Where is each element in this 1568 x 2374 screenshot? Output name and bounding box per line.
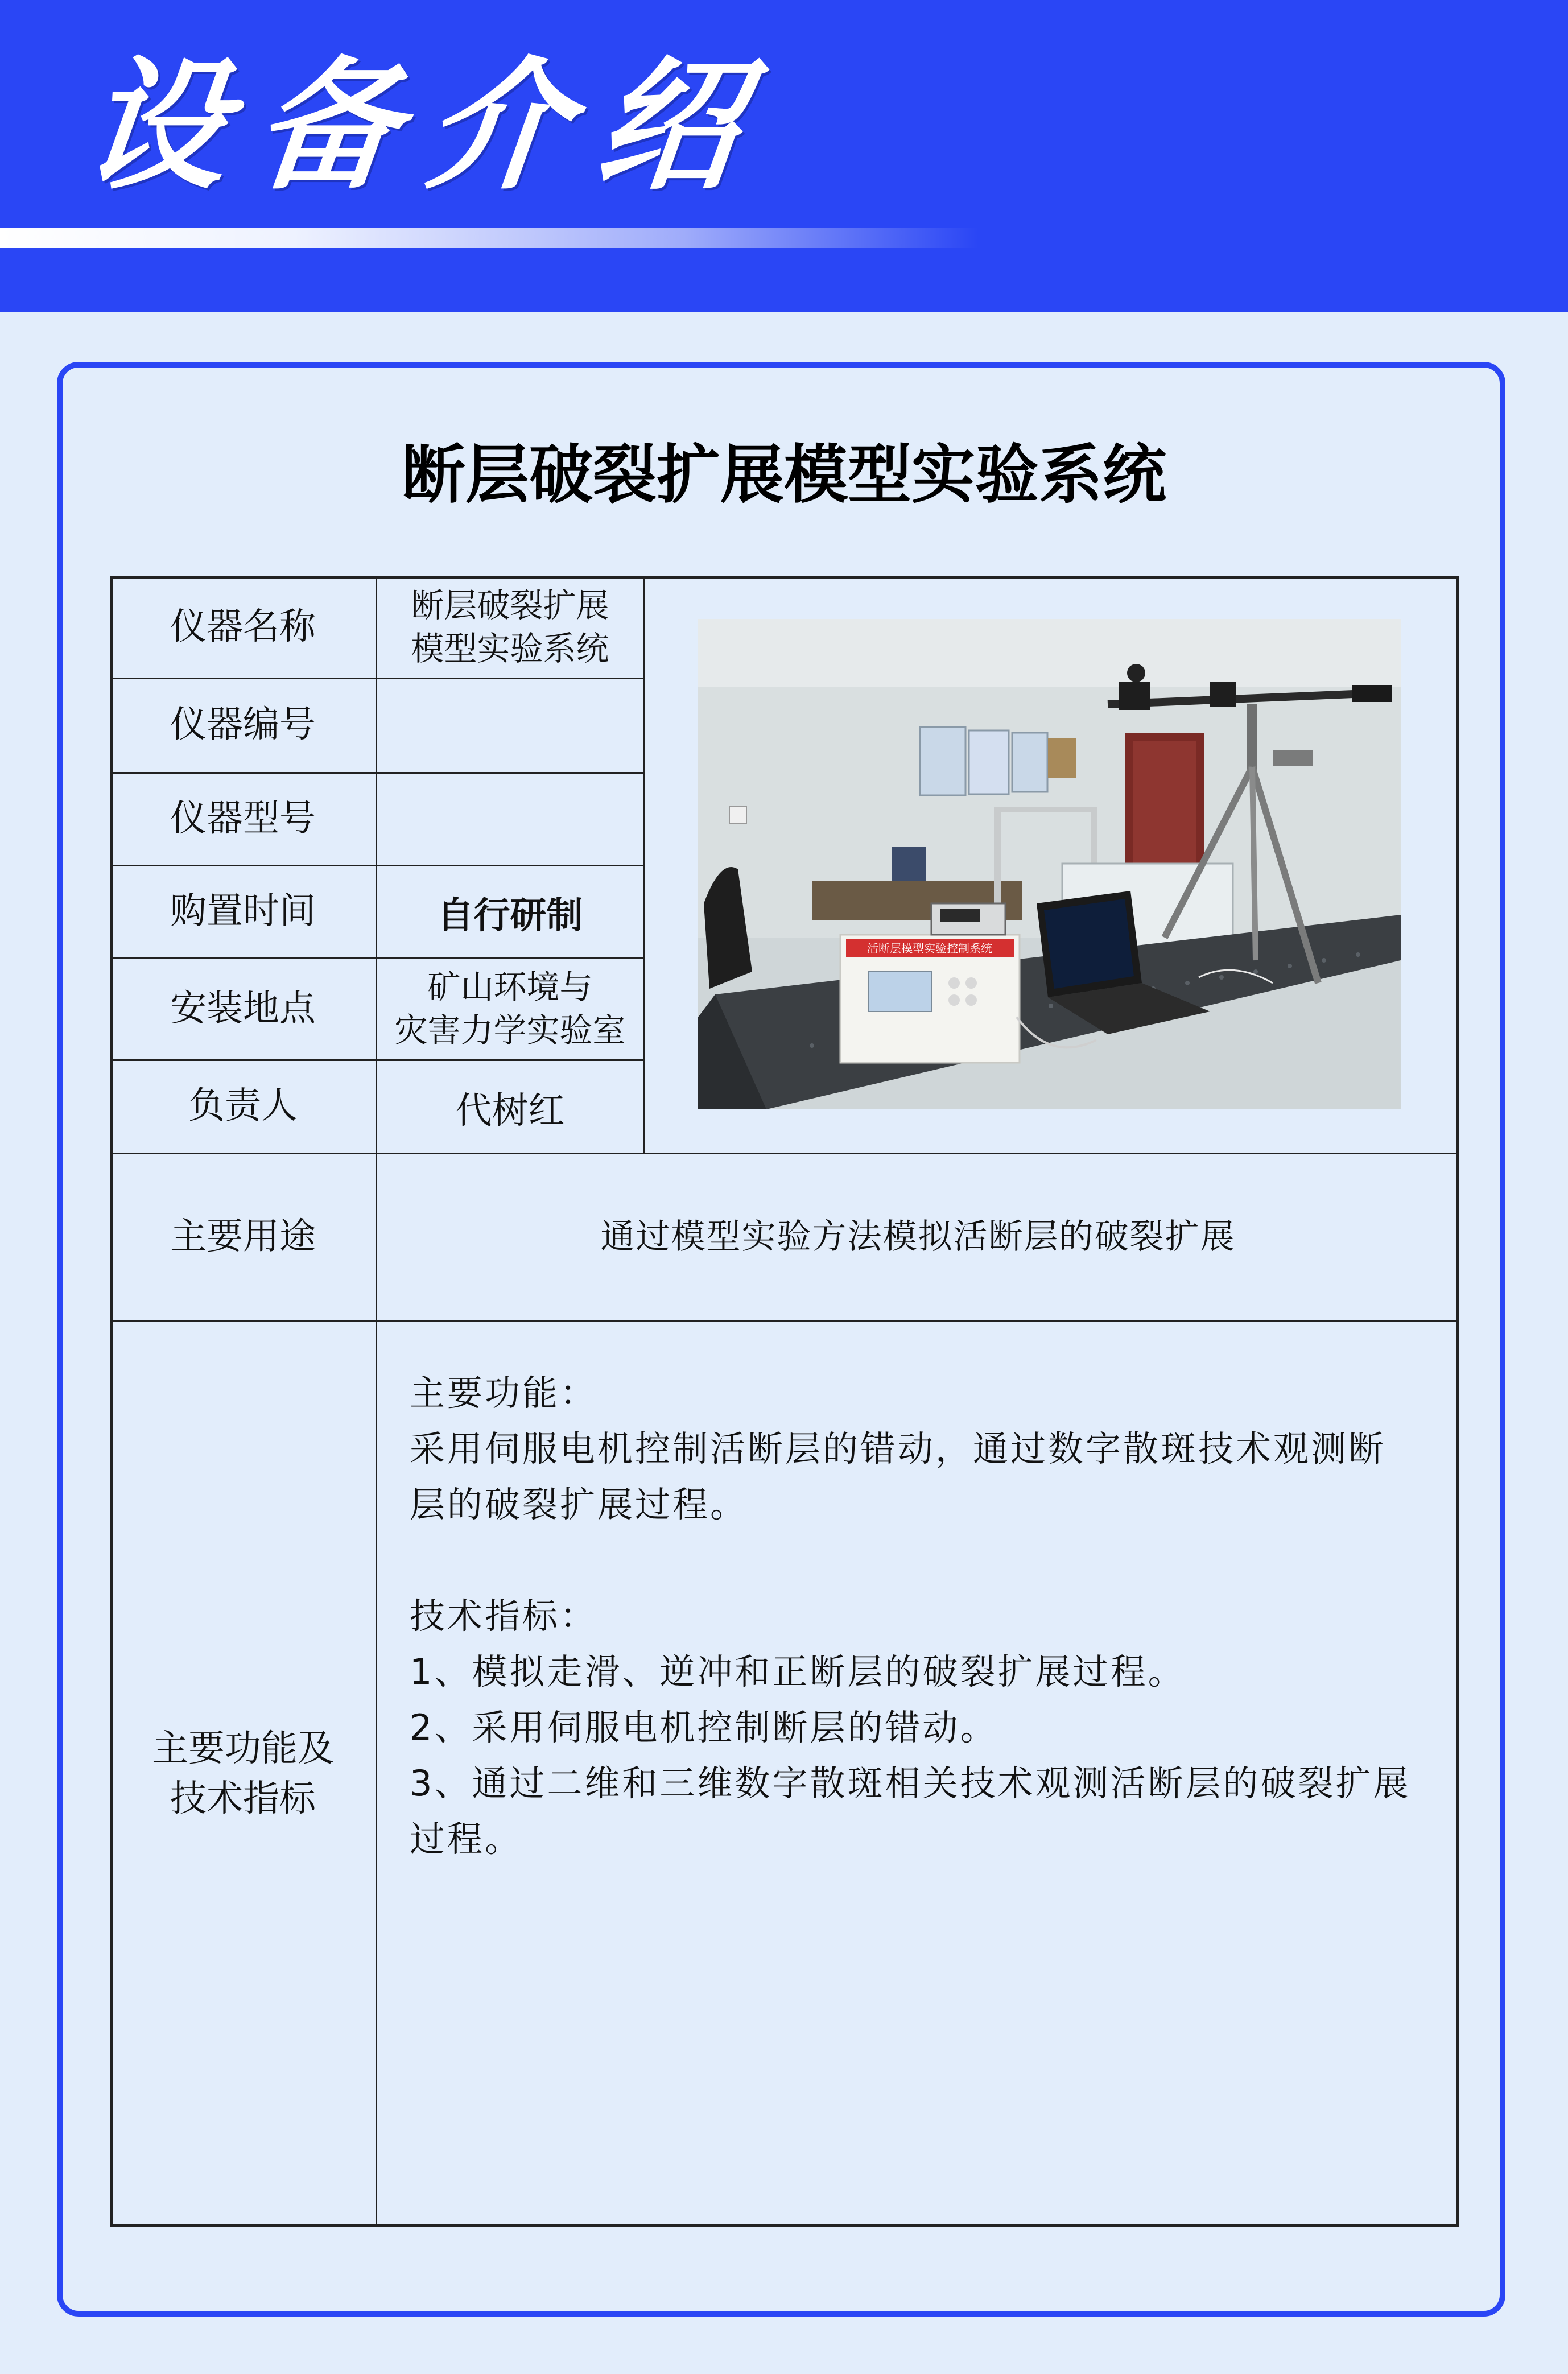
equipment-photo <box>698 619 1401 1109</box>
header-banner <box>0 0 1568 312</box>
value-instrument-number <box>377 678 643 772</box>
header-title: 设备介绍 <box>76 42 777 209</box>
label-instrument-name: 仪器名称 <box>170 606 316 648</box>
label-owner: 负责人 <box>188 1085 298 1127</box>
label-install-location: 安装地点 <box>170 987 316 1030</box>
spec-item: 2、采用伺服电机控制断层的错动。 <box>410 1707 998 1748</box>
label-main-usage: 主要用途 <box>170 1215 316 1258</box>
label-purchase-time: 购置时间 <box>170 890 316 932</box>
header-streak <box>0 228 979 248</box>
functions-description <box>410 1365 1420 1867</box>
label-instrument-number: 仪器编号 <box>170 704 316 746</box>
spec-heading: 技术指标： <box>410 1595 598 1637</box>
value-owner: 代树红 <box>455 1090 565 1132</box>
document-title: 断层破裂扩展模型实验系统 <box>402 438 1166 512</box>
device-panel-label: 活断层模型实验控制系统 <box>867 942 992 955</box>
main-function-heading: 主要功能： <box>410 1372 598 1414</box>
label-functions-specs: 主要功能及 技术指标 <box>152 1727 334 1820</box>
value-main-usage: 通过模型实验方法模拟活断层的破裂扩展 <box>600 1216 1236 1257</box>
value-instrument-name: 断层破裂扩展 模型实验系统 <box>411 586 609 668</box>
value-instrument-model <box>377 772 643 865</box>
value-install-location: 矿山环境与 灾害力学实验室 <box>394 967 626 1050</box>
value-purchase-time: 自行研制 <box>437 895 583 937</box>
main-function-text: 采用伺服电机控制活断层的错动，通过数字散斑技术观测断层的破裂扩展过程。 <box>410 1428 1387 1525</box>
spec-item: 1、模拟走滑、逆冲和正断层的破裂扩展过程。 <box>410 1651 1186 1692</box>
spacer <box>410 1533 1420 1588</box>
equipment-photo-illustration <box>698 619 1401 1109</box>
spec-item: 3、通过二维和三维数字散斑相关技术观测活断层的破裂扩展过程。 <box>410 1762 1411 1860</box>
label-instrument-model: 仪器型号 <box>170 797 316 840</box>
